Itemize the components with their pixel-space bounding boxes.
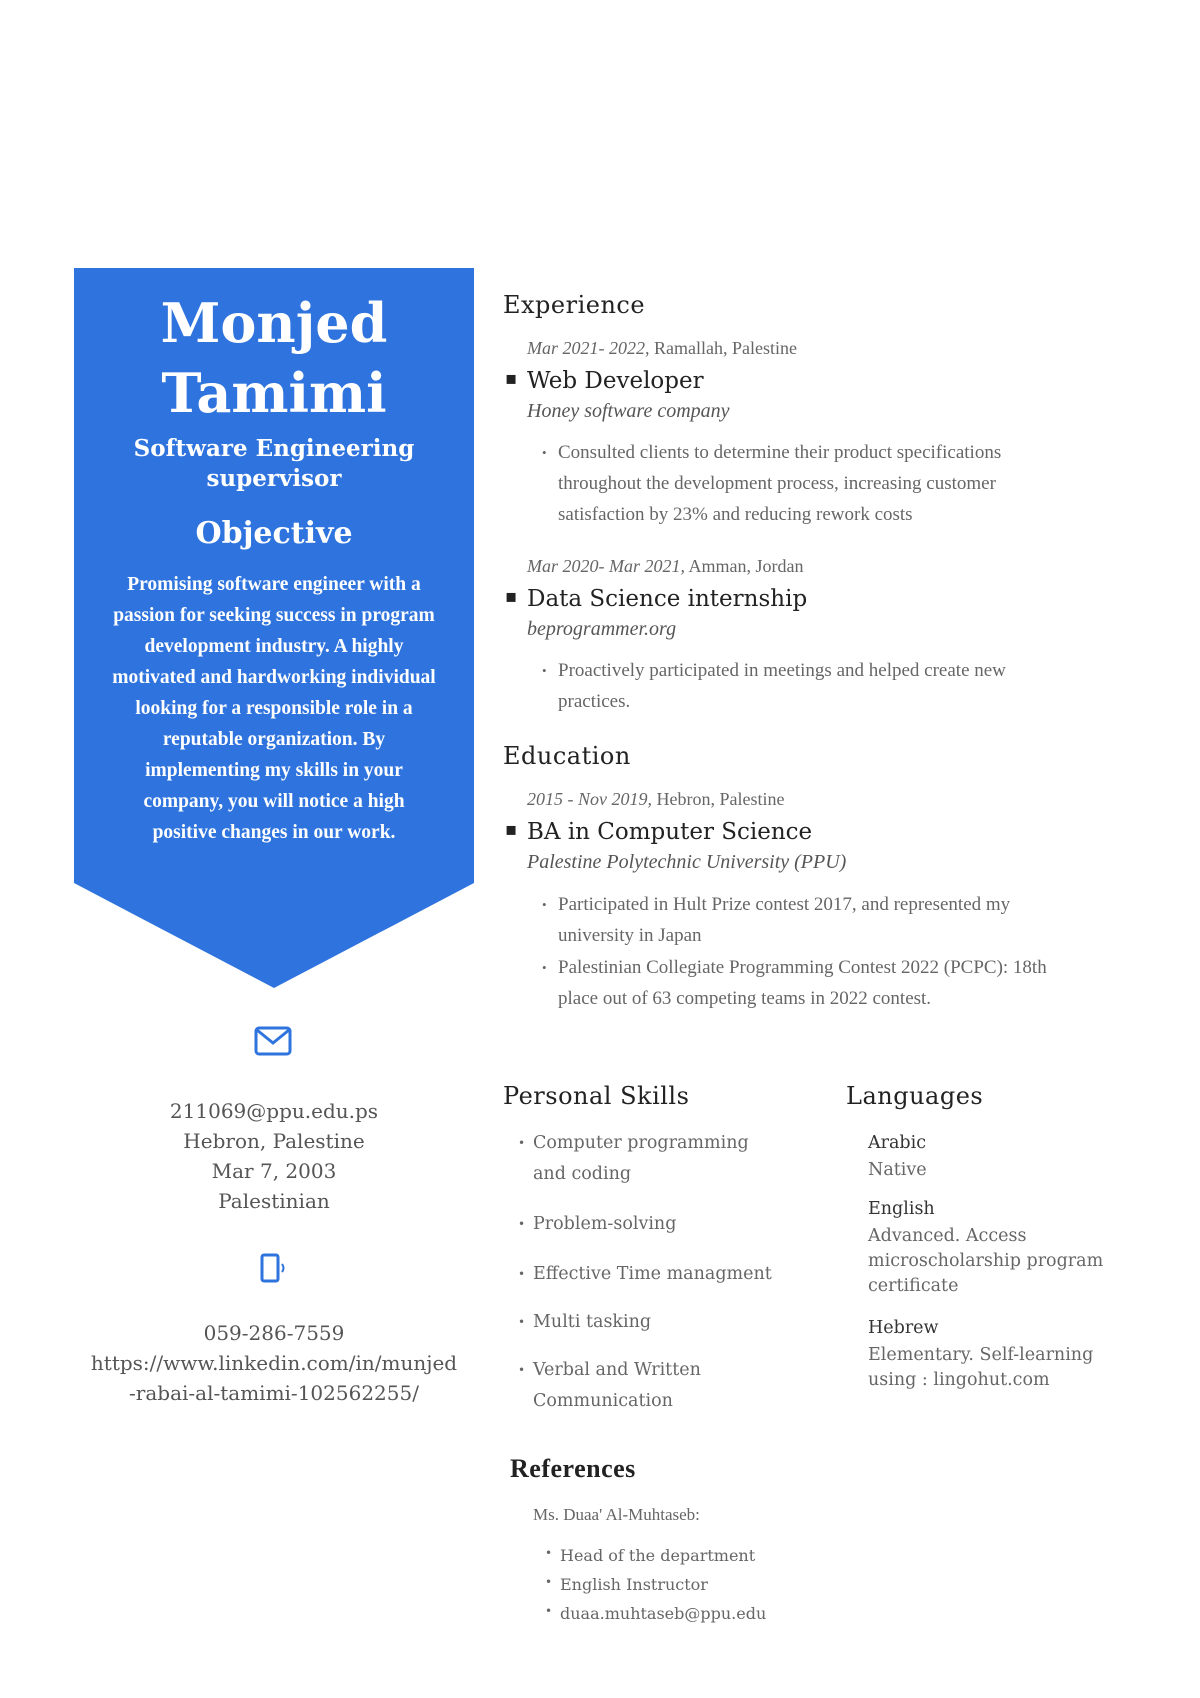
bullet-line: satisfaction by 23% and reducing rework costs [558,504,913,525]
bullet-line: practices. [558,691,631,712]
name [74,288,474,428]
language-desc-line: Advanced. Access [868,1226,1027,1246]
profile-header [74,268,474,848]
reference-email: • duaa.muhtaseb@ppu.edu [560,1604,766,1623]
reference-detail: • English Instructor [560,1575,708,1594]
language-level [868,1343,1093,1393]
linkedin-line-2: -rabai-al-tamimi-102562255/ [129,1381,419,1405]
skill-line: and coding [533,1164,632,1184]
bullet-line: • Palestinian Collegiate Programming Contest 2022 (PCPC): 18th [558,957,1047,978]
job-company: Honey software company [527,400,730,422]
objective-text [94,569,454,848]
skill-item [533,1128,749,1190]
skill-item [533,1355,701,1417]
education-title: Education [503,742,631,770]
education-degree: ▪ BA in Computer Science [527,819,812,845]
objective-line: motivated and hardworking individual [112,667,436,688]
job-bullet [558,437,1001,530]
language-desc-line: certificate [868,1276,959,1296]
education-bullet [558,952,1047,1014]
job-bullet [558,655,1006,717]
bullet-line: throughout the development process, increasing customer [558,473,996,494]
language-name: Arabic [868,1133,927,1153]
skill-line: • Problem-solving [533,1214,677,1234]
job-role: ▪ Data Science internship [527,586,807,612]
skill-item [533,1209,676,1240]
skill-item [533,1307,651,1338]
language-desc-line: Native [868,1160,927,1180]
language-desc-line: microscholarship program [868,1251,1104,1271]
language-name: English [868,1199,935,1219]
linkedin-line-1: https://www.linkedin.com/in/munjed [90,1351,458,1375]
reference-name: Ms. Duaa' Al-Muhtaseb: [533,1505,700,1524]
bullet-line: • Proactively participated in meetings and helped create new [558,660,1006,681]
skill-line: • Multi tasking [533,1312,652,1332]
education-school: Palestine Polytechnic University (PPU) [527,851,847,873]
language-desc-line: Elementary. Self-learning [868,1345,1094,1365]
skill-line: • Computer programming [533,1133,749,1153]
bullet-line: university in Japan [558,925,702,946]
contact-phone-block [74,1318,474,1408]
job-location: Ramallah, Palestine [649,338,797,358]
job-role: ▪ Web Developer [527,368,704,394]
name-last: Tamimi [161,361,387,425]
references-title: References [510,1454,636,1483]
education-bullet [558,889,1010,951]
name-first: Monjed [160,291,388,355]
job-company: beprogrammer.org [527,618,677,640]
education-location: Hebron, Palestine [652,789,785,809]
job-date: Mar 2020- Mar 2021, [527,556,685,576]
nationality-text: Palestinian [218,1189,330,1213]
objective-line: looking for a responsible role in a [135,698,413,719]
languages-title: Languages [846,1082,984,1110]
objective-line: Promising software engineer with a [127,574,421,595]
reference-detail: • Head of the department [560,1546,755,1565]
objective-title: Objective [195,516,353,551]
skill-item [533,1259,772,1290]
phone-text: 059-286-7559 [203,1321,345,1345]
location-text: Hebron, Palestine [183,1129,365,1153]
objective-line: reputable organization. By [162,729,386,750]
skill-line: Communication [533,1391,673,1411]
job-title [74,434,474,494]
job-location: Amman, Jordan [685,556,804,576]
job-date-location [527,556,804,577]
birth-date-text: Mar 7, 2003 [211,1159,337,1183]
job-date: Mar 2021- 2022, [527,338,650,358]
objective-line: implementing my skills in your [145,760,403,781]
contact-info [74,1096,474,1216]
job-title-line-1: Software Engineering [133,435,415,462]
skill-line: • Verbal and Written [533,1360,701,1380]
education-date: 2015 - Nov 2019, [527,789,652,809]
language-level [868,1158,927,1183]
bullet-line: place out of 63 competing teams in 2022 contest. [558,988,932,1009]
experience-title: Experience [503,291,646,319]
objective-line: development industry. A highly [144,636,404,657]
email-text: 211069@ppu.edu.ps [169,1099,379,1123]
mail-icon [254,1026,292,1060]
phone-icon [260,1252,290,1288]
skill-line: • Effective Time managment [533,1264,772,1284]
language-level [868,1224,1103,1299]
language-desc-line: using : lingohut.com [868,1370,1050,1390]
objective-line: passion for seeking success in program [113,605,435,626]
education-date-location [527,789,784,810]
bullet-line: • Participated in Hult Prize contest 2017, and represented my [558,894,1011,915]
objective-line: positive changes in our work. [152,822,396,843]
job-title-line-2: supervisor [206,465,342,492]
job-date-location [527,338,797,359]
objective-line: company, you will notice a high [143,791,405,812]
language-name: Hebrew [868,1318,939,1338]
skills-title: Personal Skills [503,1082,690,1110]
bullet-line: • Consulted clients to determine their product specifications [558,442,1002,463]
